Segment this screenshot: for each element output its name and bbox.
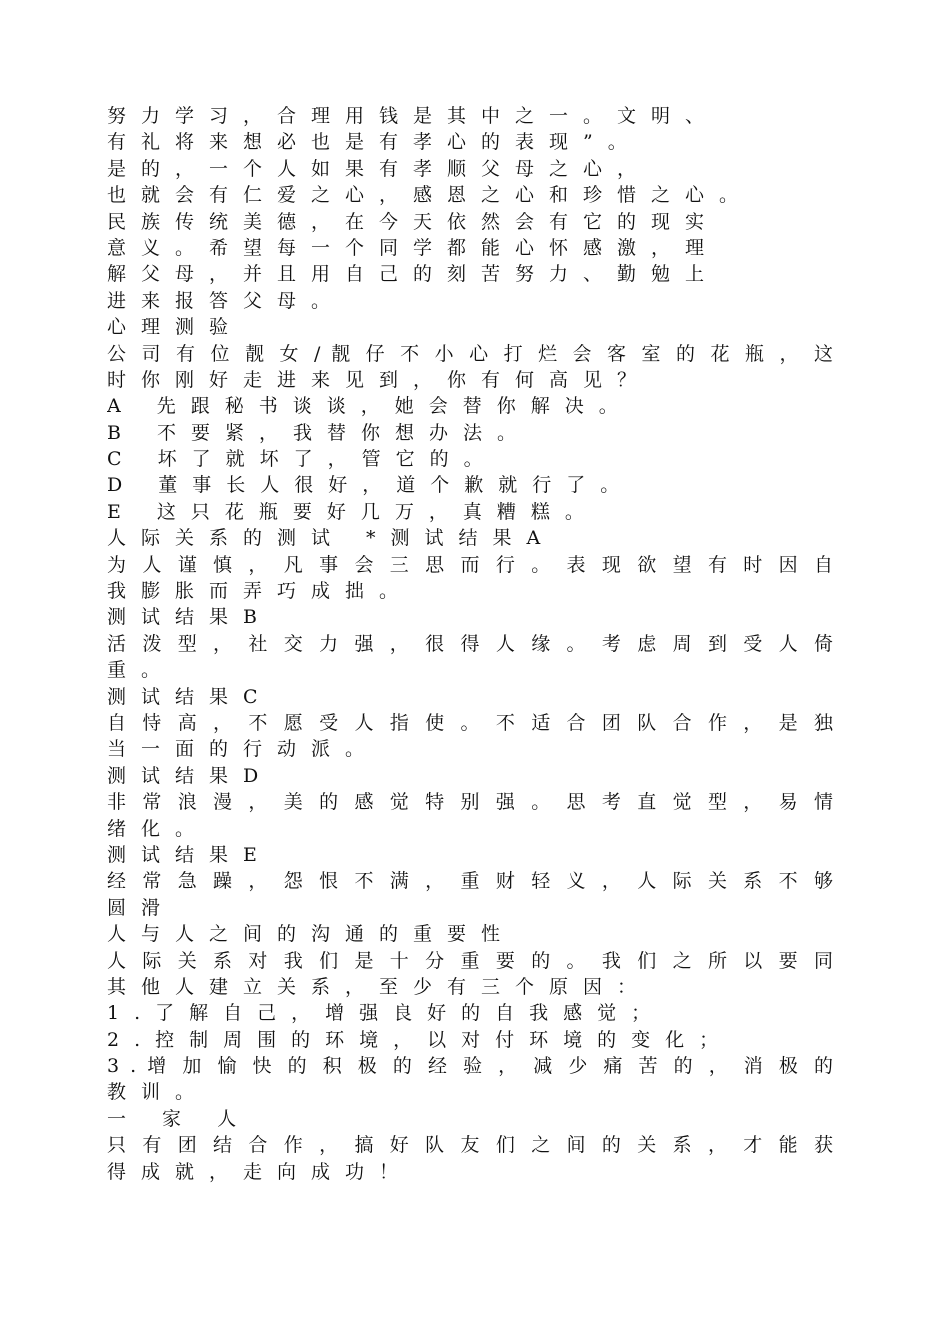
text-line: E 这只花瓶要好几万，真糟糕。 [107,500,599,523]
text-line: 也就会有仁爱之心，感恩之心和珍惜之心。 [107,184,754,207]
text-line: 1.了解自己，增强良好的自我感觉； [107,1002,666,1025]
document-body [107,103,833,1185]
text-line: 进来报答父母。 [107,289,346,312]
text-line: 测试结果D [107,764,274,787]
text-line: 人际关系的测试 *测试结果A [107,527,556,550]
text-line: 人 际 关 系 对 我 们 是 十 分 重 要 的 。 我 们 之 所 以 要 同 [107,949,833,972]
text-line: C 坏了就坏了，管它的。 [107,448,498,471]
text-line: B 不要紧，我替你想办法。 [107,421,532,444]
text-line: 重。 [107,659,176,682]
text-line: 公 司 有 位 靓 女 / 靓 仔 不 小 心 打 烂 会 客 室 的 花 瓶 ， 这 [107,342,833,365]
text-line: 我膨胀而弄巧成拙。 [107,580,414,603]
text-line: 2.控制周围的环境，以对付环境的变化； [107,1028,734,1051]
text-line: 是的，一个人如果有孝顺父母之心， [107,157,652,180]
text-line: 解父母，并且用自己的刻苦努力、勤勉上 [107,263,720,286]
text-line: 为 人 谨 慎 ， 凡 事 会 三 思 而 行 。 表 现 欲 望 有 时 因 自 [107,553,833,576]
text-line: 非 常 浪 漫 ， 美 的 感 觉 特 别 强 。 思 考 直 觉 型 ， 易 情 [107,791,833,814]
text-line: 一 家 人 [107,1107,252,1130]
text-line: 当一面的行动派。 [107,738,380,761]
text-line: 3 . 增 加 愉 快 的 积 极 的 经 验 ， 减 少 痛 苦 的 ， 消 极 的 [107,1055,833,1078]
text-line: 测试结果E [107,843,272,866]
text-line: 活 泼 型 ， 社 交 力 强 ， 很 得 人 缘 。 考 虑 周 到 受 人 倚 [107,632,833,655]
text-line: 努力学习，合理用钱是其中之一。文明、 [107,105,720,127]
text-line: 意义。希望每一个同学都能心怀感激，理 [107,236,720,259]
text-line: 时你刚好走进来见到，你有何高见？ [107,368,652,391]
text-line: 心理测验 [107,316,244,339]
text-line: 经 常 急 躁 ， 怨 恨 不 满 ， 重 财 轻 义 ， 人 际 关 系 不 够 [107,870,833,893]
text-line: 有礼将来想必也是有孝心的表现”。 [107,131,642,154]
text-line: D 董事长人很好，道个歉就行了。 [107,474,635,497]
text-line: 人与人之间的沟通的重要性 [107,923,516,946]
text-line: 教训。 [107,1081,210,1104]
text-line: 民族传统美德，在今天依然会有它的现实 [107,210,720,233]
text-line: 只 有 团 结 合 作 ， 搞 好 队 友 们 之 间 的 关 系 ， 才 能 获 [107,1134,833,1157]
text-line: A 先跟秘书谈谈，她会替你解决。 [107,395,633,418]
text-line: 测试结果C [107,685,273,708]
text-line: 得成就，走向成功！ [107,1160,414,1183]
text-line: 测试结果B [107,606,272,629]
text-line: 圆滑 [107,896,176,919]
text-line: 绪化。 [107,817,210,840]
text-line: 其他人建立关系，至少有三个原因： [107,975,652,998]
text-line: 自 恃 高 ， 不 愿 受 人 指 使 。 不 适 合 团 队 合 作 ， 是 独 [107,711,833,734]
